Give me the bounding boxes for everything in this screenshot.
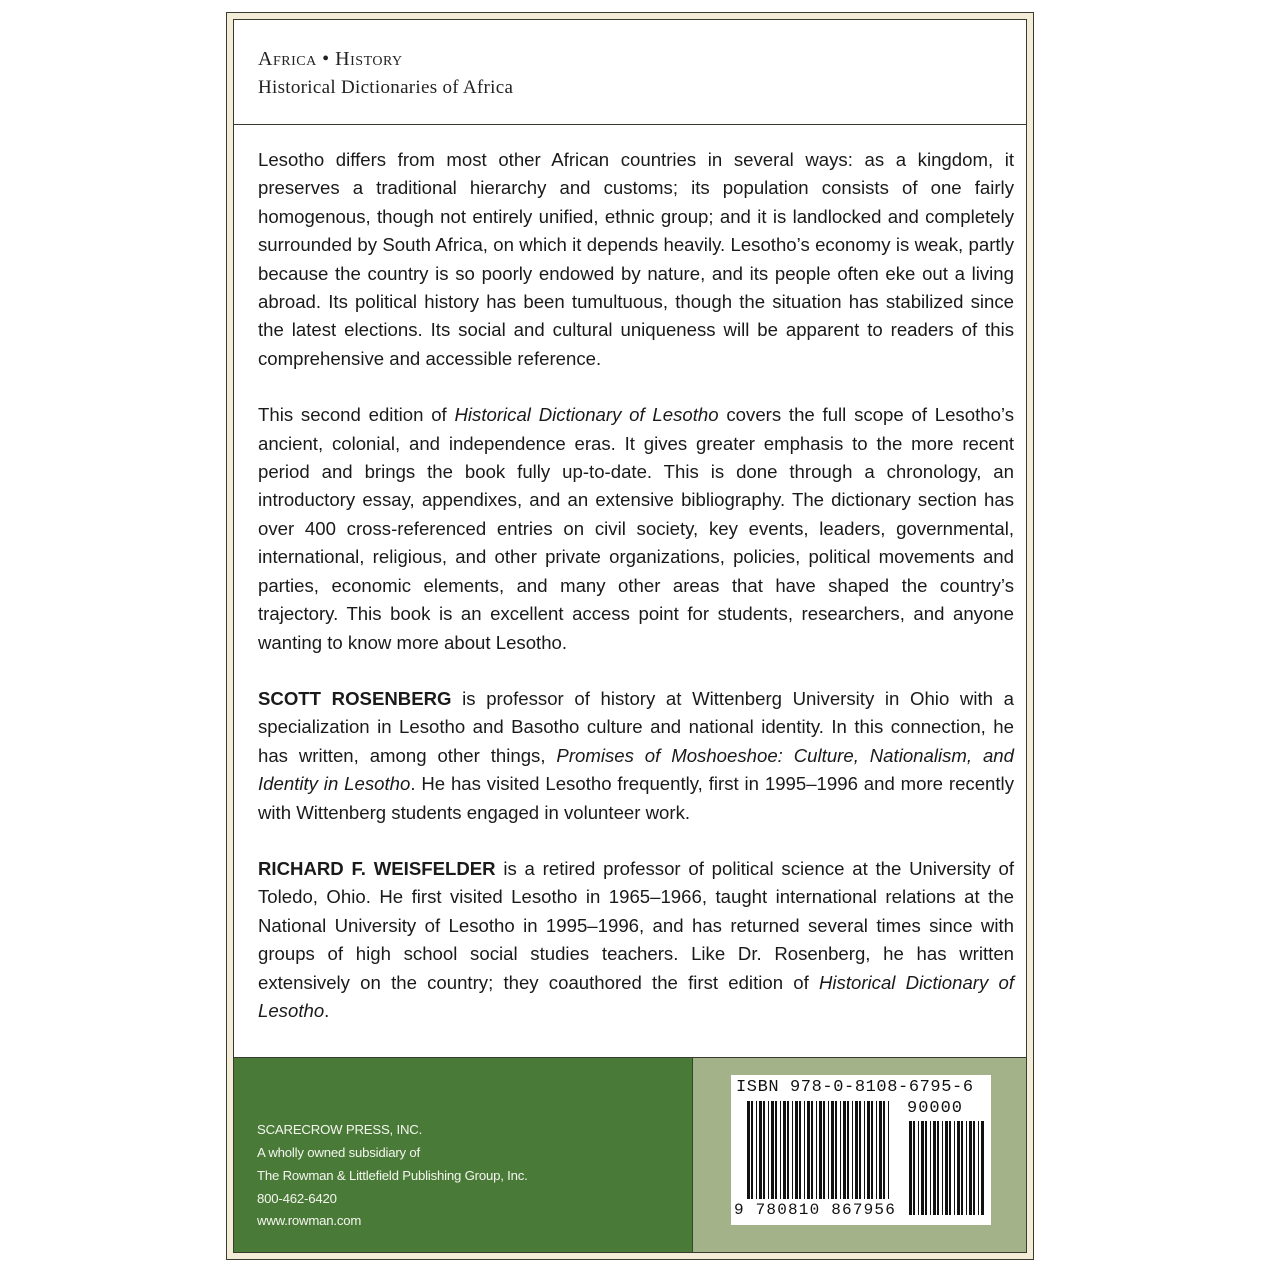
author2-book-title: Historical Dictionary of Lesotho: [258, 971, 1014, 1021]
publisher-name: SCARECROW PRESS, INC.: [257, 1122, 423, 1137]
barcode-bar: [930, 1121, 931, 1215]
author1-name: SCOTT ROSENBERG: [258, 687, 452, 709]
barcode-bar: [933, 1121, 936, 1215]
cover-inner-panel: [233, 19, 1027, 1253]
barcode-bar: [819, 1101, 822, 1199]
barcode-bar: [799, 1101, 801, 1199]
barcode-bar: [871, 1101, 873, 1199]
series-header: [234, 20, 1026, 125]
barcode-bar: [843, 1101, 846, 1199]
barcode-bar: [888, 1101, 889, 1199]
barcode-bar: [852, 1101, 853, 1199]
barcode-bar: [945, 1121, 948, 1215]
author1-bio-start: is professor of history at Wittenberg University in Ohio with a specialization in Lesotho and Basotho culture and national identity. In this connection, he has written, among other things,: [258, 687, 1014, 766]
barcode-bar: [804, 1101, 805, 1199]
barcode-bar: [847, 1101, 849, 1199]
barcode-bar: [876, 1101, 877, 1199]
barcode-bar: [768, 1101, 769, 1199]
publisher-subsidiary: A wholly owned subsidiary of: [257, 1145, 420, 1160]
barcode-bar: [921, 1121, 924, 1215]
barcode-bar: [780, 1101, 781, 1199]
author2-bio-start: is a retired professor of political science at the University of Toledo, Ohio. He first visited Lesotho in 1965–1966, taught international relations at the National University of Lesotho in 1995–1996, and has returned several times since with groups of high school social studies teachers. Like Dr. Rosenberg, he has written extensively on the country; they coauthored the first edition of: [258, 857, 1014, 993]
cover-footer: [234, 1057, 1026, 1252]
barcode-bar: [835, 1101, 837, 1199]
barcode-bar: [879, 1101, 882, 1199]
barcode-bar: [913, 1121, 915, 1215]
author1-bio-end: . He has visited Lesotho frequently, first in 1995–1996 and more recently with Wittenberg students engaged in volunteer work.: [258, 773, 1014, 823]
edition-paragraph: [258, 401, 1014, 657]
barcode-bar: [942, 1121, 943, 1215]
publisher-website[interactable]: www.rowman.com: [257, 1213, 362, 1228]
barcode-bar: [966, 1121, 967, 1215]
cover-description: [258, 146, 1014, 1053]
barcode-bar: [828, 1101, 829, 1199]
barcode-bar: [855, 1101, 858, 1199]
barcode-bar: [961, 1121, 963, 1215]
edition-text-start: This second edition of: [258, 404, 455, 426]
barcode-bar: [792, 1101, 793, 1199]
book-back-cover: [226, 12, 1034, 1260]
barcode-bar: [771, 1101, 774, 1199]
author2-bio-end: .: [324, 999, 330, 1021]
barcode-bar: [969, 1121, 972, 1215]
author2-name: RICHARD F. WEISFELDER: [258, 857, 496, 879]
book-title-italic: Historical Dictionary of Lesotho: [454, 404, 719, 426]
barcode-bar: [883, 1101, 885, 1199]
barcode-panel: [693, 1058, 1026, 1252]
edition-text-end: covers the full scope of Lesotho’s ancient, colonial, and independence eras. It gives greater emphasis to the more recent period and brings the book fully up-to-date. This is done through a chronology, an introductory essay, appendixes, and an extensive bibliography. The dictionary section has over 400 cross-referenced entries on civil society, key events, leaders, governmental, international, religious, and other private organizations, policies, political movements and parties, economic elements, and many other areas that have shaped the country’s trajectory. This book is an excellent access point for students, researchers, and anyone wanting to know more about Lesotho.: [258, 404, 1015, 653]
barcode-bar: [751, 1101, 753, 1199]
barcode-bar: [787, 1101, 789, 1199]
barcode-bar: [925, 1121, 927, 1215]
barcode-bar: [795, 1101, 798, 1199]
barcode-bar: [949, 1121, 951, 1215]
barcode-bar: [759, 1101, 762, 1199]
barcode-bar: [747, 1101, 750, 1199]
barcode-bar: [763, 1101, 765, 1199]
barcode-bar: [973, 1121, 975, 1215]
barcode-bar: [811, 1101, 813, 1199]
barcode-bar: [756, 1101, 757, 1199]
category-label: Africa • History: [258, 48, 403, 70]
barcode-bar: [775, 1101, 777, 1199]
barcode-bar: [859, 1101, 861, 1199]
barcode-bar: [981, 1121, 984, 1215]
barcode-bar: [978, 1121, 979, 1215]
barcode-bar: [954, 1121, 955, 1215]
publisher-phone: 800-462-6420: [257, 1191, 337, 1206]
author1-bio: [258, 685, 1014, 827]
barcode-bar: [864, 1101, 865, 1199]
price-addon-code: 90000: [907, 1099, 964, 1118]
barcode-bar: [823, 1101, 825, 1199]
barcode-bar: [909, 1121, 912, 1215]
barcode-bar: [816, 1101, 817, 1199]
publisher-parent: The Rowman & Littlefield Publishing Group, Inc.: [257, 1168, 528, 1183]
summary-paragraph: Lesotho differs from most other African countries in several ways: as a kingdom, it preserves a traditional hierarchy and customs; its population consists of one fairly homogenous, though not entirely unified, ethnic group; and it is landlocked and completely surrounded by South Africa, on which it depends heavily. Lesotho’s economy is weak, partly because the country is so poorly endowed by nature, and its people often eke out a living abroad. Its political history has been tumultuous, though the situation has stabilized since the latest elections. Its social and cultural uniqueness will be apparent to readers of this comprehensive and accessible reference.: [258, 149, 1014, 369]
series-title: Historical Dictionaries of Africa: [258, 77, 514, 98]
barcode-bar: [807, 1101, 810, 1199]
publisher-block: [234, 1058, 693, 1252]
author2-bio: [258, 855, 1014, 1025]
barcode-bar: [840, 1101, 841, 1199]
isbn-barcode: [731, 1075, 991, 1225]
isbn-label: ISBN 978-0-8108-6795-6: [736, 1078, 974, 1097]
author1-book-title: Promises of Moshoeshoe: Culture, Nationalism, and Identity in Lesotho: [258, 744, 1014, 795]
barcode-bar: [867, 1101, 870, 1199]
barcode-bar: [957, 1121, 960, 1215]
barcode-bar: [937, 1121, 939, 1215]
barcode-bar: [783, 1101, 786, 1199]
barcode-bar: [831, 1101, 834, 1199]
barcode-digits: 9 780810 867956: [734, 1201, 897, 1219]
barcode-bar: [918, 1121, 919, 1215]
